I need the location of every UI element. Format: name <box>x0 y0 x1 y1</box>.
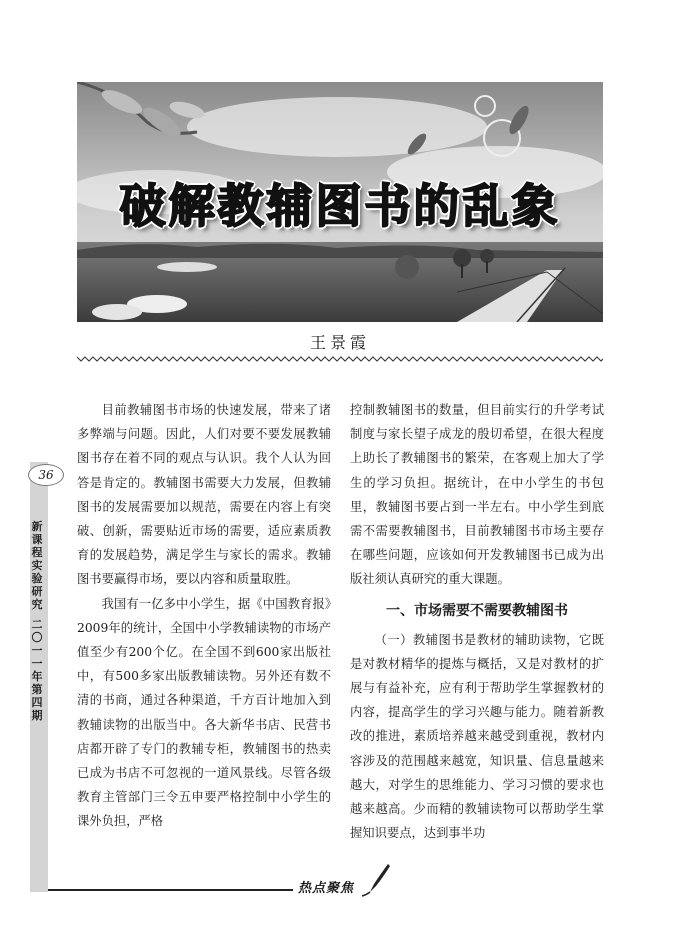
paragraph: 目前教辅图书市场的快速发展，带来了诸多弊端与问题。因此，人们对要不要发展教辅图书存在着不同的观点与认识。我个人认为回答是肯定的。教辅图书需要大力发展，但教辅图书的发展需要加以规范，需要在内容上有突破、创新，需要贴近市场的需要，适应素质教育的发展趋势，满足学生与家长的需求。教辅图书要赢得市场，要以内容和质量取胜。 <box>77 403 331 587</box>
paragraph-continuation: 控制教辅图书的数量，但目前实行的升学考试制度与家长望子成龙的殷切希望，在很大程度上助长了教辅图书的繁荣，在客观上加大了学生的学习负担。据统计，在中小学生的书包里，教辅图书要占到一半左右。中小学生到底需不需要教辅图书，目前教辅图书市场主要存在哪些问题，应该如何开发教辅图书已成为出版社须认真研究的重大课题。 <box>350 403 604 587</box>
paragraph: 我国有一亿多中小学生，据《中国教育报》2009年的统计，全国中小学教辅读物的市场产值至少有200个亿。在全国不到600家出版社中，有500多家出版教辅读物。另外还有数不清的书商，通过各种渠道，千方百计地加入到教辅读物的出版当中。各大新华书店、民营书店都开辟了专门的教辅专柜，教辅图书的热卖已成为书店不可忽视的一道风景线。尽管各级教育主管部门三令五申要严格控制中小学生的课外负担，严格 <box>77 596 331 829</box>
page-number: 36 <box>28 464 64 486</box>
journal-issue: 二〇一一年第四期 <box>31 618 43 722</box>
author-name: 王景霞 <box>309 333 370 352</box>
left-column <box>77 398 331 834</box>
article-title: 破解教辅图书的乱象 <box>119 179 561 233</box>
journal-name: 新课程实验研究 <box>31 520 43 611</box>
right-column <box>350 398 604 845</box>
footer-rule <box>48 889 293 891</box>
footer-section-label: 热点聚焦 <box>298 881 355 896</box>
wave-divider <box>77 354 603 364</box>
pen-icon <box>360 862 392 898</box>
header-banner <box>77 82 603 322</box>
paragraph: （一）教辅图书是教材的辅助读物，它既是对教材精华的提炼与概括，又是对教材的扩展与有益补充，应有利于帮助学生掌握教材的内容，提高学生的学习兴趣与能力。随着新教改的推进，素质培养越来越受到重视，教材内容涉及的范围越来越宽，知识量、信息量越来越大，对学生的思维能力、学习习惯的要求也越来越高。少而精的教辅读物可以帮助学生掌握知识要点，达到事半功 <box>350 632 604 841</box>
section-heading: 一、市场需要不需要教辅图书 <box>386 602 568 619</box>
